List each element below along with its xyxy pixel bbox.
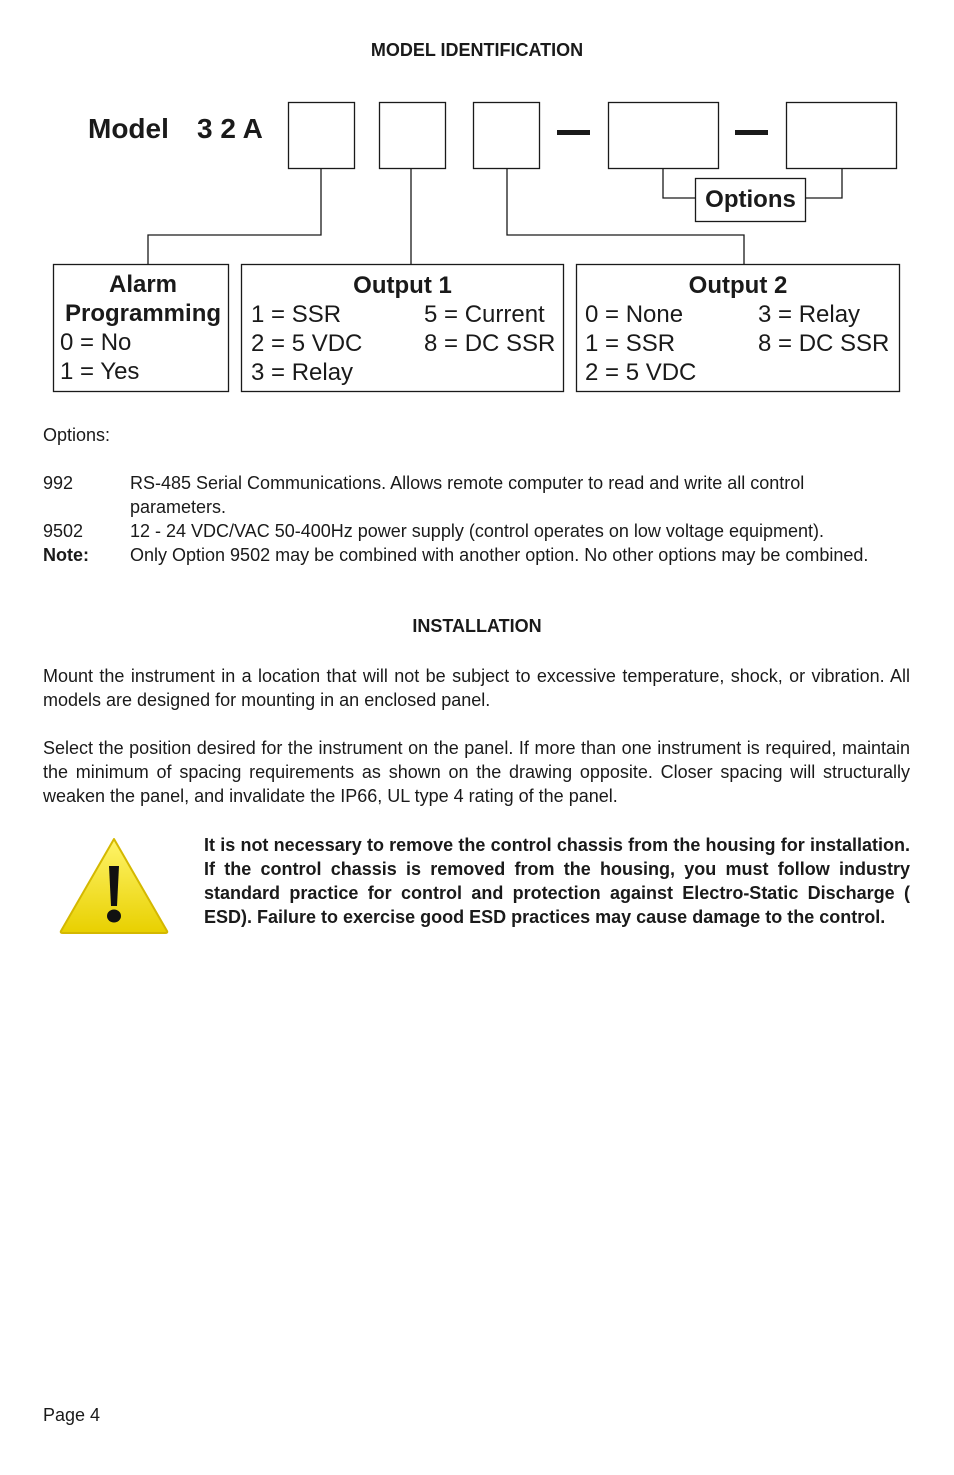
installation-paragraph: Select the position desired for the instrument on the panel. If more than one instrument is required, maintain the minimum of spacing requirements as shown on the drawing opposite. Closer spacing will structurally weaken the panel, and invalidate the IP66, UL type 4 rating of the panel.	[43, 738, 910, 806]
model-identification-heading: MODEL IDENTIFICATION	[370, 40, 584, 60]
options-list-label: Options:	[43, 425, 111, 445]
esd-warning-text: It is not necessary to remove the control chassis from the housing for installation. If the control chassis is removed from the housing, you must follow industry standard practice for control and protection against Electro-Static Discharge ( ESD). Failure to exercise good ESD practices may cause damage to the control.	[204, 835, 910, 927]
output1-item: 2 = 5 VDC	[251, 330, 363, 357]
output2-item: 1 = SSR	[585, 330, 676, 357]
connector-alarm	[148, 168, 321, 264]
warning-triangle-icon	[58, 836, 170, 936]
alarm-item: 1 = Yes	[60, 358, 140, 385]
model-label: Model	[88, 113, 169, 144]
output2-item: 2 = 5 VDC	[585, 359, 697, 386]
option-code: 9502	[43, 521, 84, 541]
output1-item: 8 = DC SSR	[424, 330, 556, 357]
model-code: 3 2 A	[197, 113, 263, 144]
output2-item: 0 = None	[585, 301, 684, 328]
connector-output2	[507, 168, 744, 264]
output1-item: 3 = Relay	[251, 359, 354, 386]
output2-title: Output 2	[688, 272, 788, 299]
alarm-title-line1: Alarm	[108, 271, 178, 298]
option-description: RS-485 Serial Communications. Allows remote computer to read and write all control parameters.	[130, 473, 805, 517]
output2-item: 8 = DC SSR	[758, 330, 890, 357]
output1-item: 1 = SSR	[251, 301, 342, 328]
output1-title: Output 1	[353, 272, 452, 299]
code-box-1	[289, 103, 355, 169]
code-box-5	[787, 103, 897, 169]
installation-heading: INSTALLATION	[412, 616, 542, 636]
model-diagram	[0, 0, 954, 420]
output1-item: 5 = Current	[424, 301, 545, 328]
code-box-2	[380, 103, 446, 169]
code-box-4	[609, 103, 719, 169]
alarm-title-line2: Programming	[64, 300, 222, 327]
option-description: 12 - 24 VDC/VAC 50-400Hz power supply (control operates on low voltage equipment).	[130, 521, 825, 541]
note-text: Only Option 9502 may be combined with another option. No other options may be combined.	[130, 545, 869, 565]
connector-options-left	[663, 168, 695, 198]
alarm-item: 0 = No	[60, 329, 132, 356]
options-label: Options	[705, 186, 796, 213]
code-box-3	[474, 103, 540, 169]
output2-item: 3 = Relay	[758, 301, 861, 328]
option-code: 992	[43, 473, 74, 493]
note-label: Note:	[43, 545, 89, 565]
dash-2	[735, 130, 768, 135]
installation-paragraph: Mount the instrument in a location that will not be subject to excessive temperature, shock, or vibration. All models are designed for mounting in an enclosed panel.	[43, 666, 910, 710]
dash-1	[557, 130, 590, 135]
connector-options-right	[806, 168, 842, 198]
page-number: Page 4	[43, 1405, 101, 1425]
